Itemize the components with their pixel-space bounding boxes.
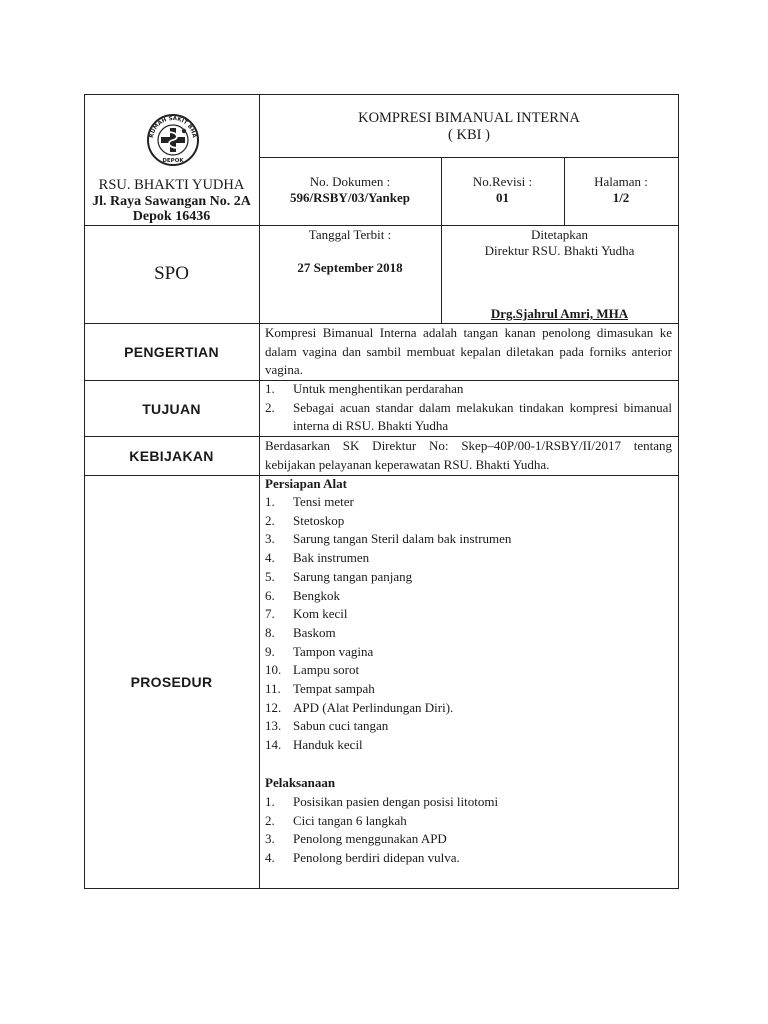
- list-item: [265, 530, 672, 549]
- list-item-text: Lampu sorot: [293, 662, 360, 678]
- list-item-number: 1.: [265, 494, 275, 509]
- hospital-logo: [146, 112, 200, 168]
- hospital-address-line2: Depok 16436: [132, 209, 211, 224]
- prosedur-label: PROSEDUR: [130, 674, 213, 690]
- list-item-text: APD (Alat Perlindungan Diri).: [293, 699, 454, 715]
- list-item-text: Sabun cuci tangan: [293, 718, 389, 734]
- document-title: KOMPRESI BIMANUAL INTERNA: [358, 110, 580, 126]
- list-item: [265, 849, 672, 868]
- list-item-number: 4.: [265, 550, 275, 566]
- issue-date-label: Tanggal Terbit :: [308, 227, 392, 242]
- list-item-number: 13.: [265, 718, 282, 734]
- list-item: [265, 812, 672, 831]
- list-item: [265, 493, 672, 512]
- list-item-number: 7.: [265, 606, 275, 622]
- pengertian-text: Kompresi Bimanual Interna adalah tangan kanan penolong dimasukan ke dalam vagina dan sambil membuat kepalan diletakan pada forniks anterior vagina.: [265, 325, 672, 377]
- kebijakan-text: Berdasarkan SK Direktur No: Skep–40P/00-1/RSBY/II/2017 tentang kebijakan pelayanan keperawatan RSU. Bhakti Yudha.: [265, 438, 672, 472]
- list-item-number: 9.: [265, 643, 275, 659]
- list-item-text: Penolong berdiri didepan vulva.: [293, 850, 460, 866]
- list-item-text: Sarung tangan panjang: [293, 568, 413, 584]
- tujuan-list: [265, 380, 672, 436]
- hospital-address-line1: Jl. Raya Sawangan No. 2A: [92, 194, 251, 209]
- persiapan-list: [265, 493, 672, 755]
- revision-value: 01: [496, 190, 509, 205]
- hospital-name: RSU. BHAKTI YUDHA: [98, 177, 245, 193]
- row-divider-title: [259, 157, 679, 158]
- list-item-number: 5.: [265, 568, 275, 584]
- list-item-text: Tempat sampah: [293, 681, 375, 697]
- approved-by-title: Direktur RSU. Bhakti Yudha: [484, 243, 635, 258]
- table-border-right: [678, 94, 679, 889]
- list-item: [265, 661, 672, 680]
- list-item: [265, 717, 672, 736]
- table-border-bottom: [84, 888, 679, 889]
- list-item: [265, 512, 672, 531]
- list-item-text: Stetoskop: [293, 512, 345, 528]
- list-item: [265, 549, 672, 568]
- list-item-number: 12.: [265, 699, 282, 715]
- list-item: [265, 793, 672, 812]
- revision-label: No.Revisi :: [472, 174, 533, 189]
- list-item-number: 3.: [265, 531, 275, 547]
- list-item-text: Posisikan pasien dengan posisi litotomi: [293, 794, 499, 809]
- list-item-number: 4.: [265, 850, 275, 866]
- list-item-number: 14.: [265, 737, 282, 753]
- list-item: [265, 643, 672, 662]
- list-item-number: 10.: [265, 662, 282, 678]
- svg-text:DEPOK: DEPOK: [162, 158, 184, 164]
- issue-date-value: 27 September 2018: [297, 260, 403, 275]
- list-item: [265, 830, 672, 849]
- page-value: 1/2: [612, 190, 630, 205]
- list-item-number: 2.: [265, 512, 275, 528]
- list-item-text: Cici tangan 6 langkah: [293, 812, 407, 828]
- list-item-text: Bak instrumen: [293, 550, 370, 566]
- list-item: [265, 736, 672, 755]
- list-item-text: Tampon vagina: [293, 643, 374, 659]
- doc-number-label: No. Dokumen :: [309, 174, 391, 189]
- list-item: [265, 699, 672, 718]
- list-item: [265, 605, 672, 624]
- list-item-text: Penolong menggunakan APD: [293, 831, 447, 847]
- row-divider-doc: [84, 225, 679, 226]
- tujuan-label: TUJUAN: [142, 400, 201, 417]
- pengertian-label: PENGERTIAN: [124, 344, 219, 360]
- list-item-text: Handuk kecil: [293, 737, 363, 753]
- list-item-number: 2.: [265, 812, 275, 828]
- list-item-text: Bengkok: [293, 587, 340, 603]
- pelaksanaan-title: Pelaksanaan: [265, 775, 336, 790]
- list-item: 2. Sebagai acuan standar dalam melakukan tindakan kompresi bimanual interna di RSU. Bhakti Yudha: [265, 399, 672, 434]
- list-item-text: Kom kecil: [293, 606, 348, 622]
- list-item: [265, 587, 672, 606]
- list-item: [265, 680, 672, 699]
- approved-by-name: Drg.Sjahrul Amri, MHA: [490, 306, 629, 321]
- table-column-divider: [259, 94, 260, 889]
- kebijakan-label: KEBIJAKAN: [129, 448, 214, 464]
- list-item-number: 8.: [265, 624, 275, 640]
- spo-label: SPO: [154, 263, 189, 284]
- document-subtitle: ( KBI ): [448, 127, 490, 143]
- list-item-text: Tensi meter: [293, 494, 354, 509]
- list-item: [265, 624, 672, 643]
- list-item-text: Baskom: [293, 624, 336, 640]
- doc-number-value: 596/RSBY/03/Yankep: [290, 190, 410, 205]
- approved-label: Ditetapkan: [530, 227, 589, 242]
- list-item-number: 6.: [265, 587, 275, 603]
- table-border-top: [84, 94, 679, 95]
- persiapan-title: Persiapan Alat: [265, 476, 347, 491]
- list-item: [265, 568, 672, 587]
- list-item-number: 1.: [265, 794, 275, 809]
- list-item-number: 11.: [265, 681, 281, 697]
- svg-text:RUMAH SAKIT BHAKTI YUDHA: RUMAH SAKIT BHA: [149, 115, 197, 139]
- list-item-text: Sarung tangan Steril dalam bak instrumen: [293, 531, 512, 547]
- list-item: 1. Untuk menghentikan perdarahan: [265, 381, 464, 396]
- pelaksanaan-list: [265, 793, 672, 868]
- page-label: Halaman :: [594, 174, 648, 189]
- list-item-number: 3.: [265, 831, 275, 847]
